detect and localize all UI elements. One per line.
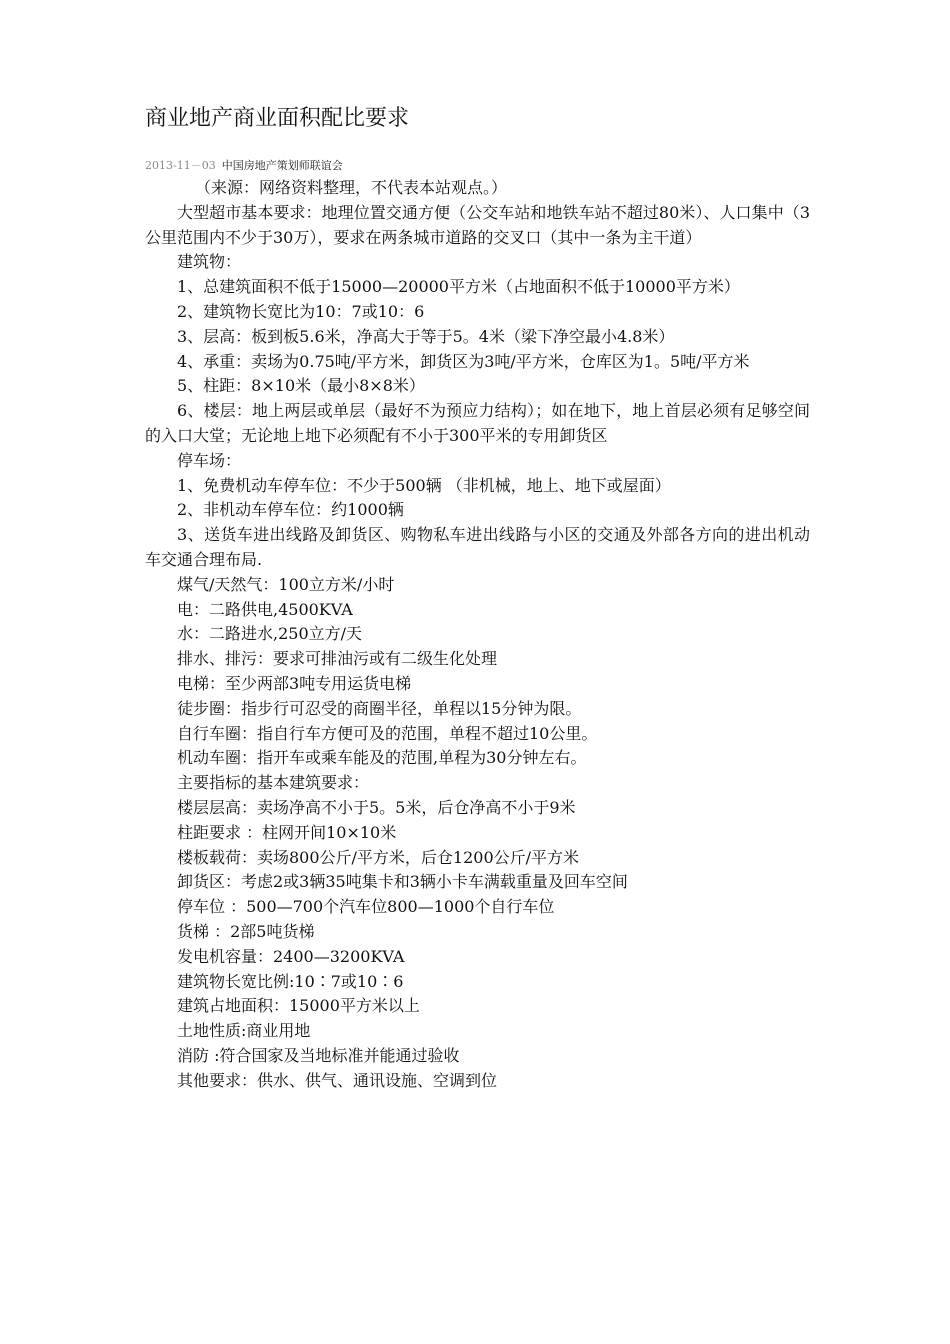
section-heading-parking: 停车场： bbox=[177, 450, 242, 470]
page-title: 商业地产商业面积配比要求 bbox=[145, 106, 410, 131]
spec-line: 电：二路供电,4500KVA bbox=[177, 599, 353, 619]
spec-line: 货梯 ：2部5吨货梯 bbox=[177, 921, 315, 941]
list-item: 4、承重：卖场为0.75吨/平方米，卸货区为3吨/平方米，仓库区为1。5吨/平方米 bbox=[177, 351, 750, 371]
list-item: 1、总建筑面积不低于15000—20000平方米（占地面积不低于10000平方米） bbox=[177, 277, 740, 297]
article-meta bbox=[145, 158, 343, 174]
paragraph-supermarket-requirements: 大型超市基本要求：地理位置交通方便（公交车站和地铁车站不超过80米）、人口集中（3公里范围内不少于30万），要求在两条城市道路的交叉口（其中一条为主干道） bbox=[145, 202, 810, 247]
list-item: 2、建筑物长宽比为10：7或10：6 bbox=[177, 301, 425, 321]
section-heading-building: 建筑物： bbox=[177, 252, 242, 272]
spec-line: 发电机容量：2400—3200KVA bbox=[177, 946, 405, 966]
spec-line: 消防 :符合国家及当地标准并能通过验收 bbox=[177, 1045, 460, 1065]
list-item: 3、层高：板到板5.6米，净高大于等于5。4米（梁下净空最小4.8米） bbox=[177, 326, 675, 346]
spec-line: 煤气/天然气：100立方米/小时 bbox=[177, 574, 395, 594]
spec-line: 电梯：至少两部3吨专用运货电梯 bbox=[177, 673, 412, 693]
publish-date: 2013-11－03 bbox=[145, 159, 216, 172]
spec-line: 排水、排污：要求可排油污或有二级生化处理 bbox=[177, 649, 498, 669]
spec-line: 其他要求：供水、供气、通讯设施、空调到位 bbox=[177, 1070, 498, 1090]
spec-line: 土地性质:商业用地 bbox=[177, 1021, 311, 1041]
spec-line: 水：二路进水,250立方/天 bbox=[177, 624, 363, 644]
spec-line: 楼板载荷：卖场800公斤/平方米，后仓1200公斤/平方米 bbox=[177, 847, 580, 867]
spec-line: 停车位 ：500—700个汽车位800—1000个自行车位 bbox=[177, 897, 555, 917]
list-item: 6、楼层：地上两层或单层（最好不为预应力结构）；如在地下，地上首层必须有足够空间的入口大堂；无论地上地下必须配有不小于300平米的专用卸货区 bbox=[145, 401, 810, 445]
spec-line: 徒步圈：指步行可忍受的商圈半径，单程以15分钟为限。 bbox=[177, 698, 582, 718]
spec-line: 建筑占地面积：15000平方米以上 bbox=[177, 996, 420, 1016]
source-note: （来源：网络资料整理，不代表本站观点。） bbox=[195, 178, 508, 197]
list-item: 1、免费机动车停车位：不少于500辆 （非机械，地上、地下或屋面） bbox=[177, 475, 671, 495]
publisher-name: 中国房地产策划师联谊会 bbox=[221, 159, 343, 172]
section-heading-main-indicators: 主要指标的基本建筑要求： bbox=[177, 773, 370, 793]
spec-line: 楼层层高：卖场净高不小于5。5米，后仓净高不小于9米 bbox=[177, 797, 576, 817]
spec-line: 柱距要求 ：柱网开间10×10米 bbox=[177, 822, 397, 842]
spec-line: 卸货区：考虑2或3辆35吨集卡和3辆小卡车满载重量及回车空间 bbox=[177, 872, 628, 892]
spec-line: 自行车圈：指自行车方便可及的范围，单程不超过10公里。 bbox=[177, 723, 598, 743]
spec-line: 建筑物长宽比例:10∶7或10∶6 bbox=[177, 971, 404, 991]
list-item: 2、非机动车停车位：约1000辆 bbox=[177, 500, 404, 520]
spec-line: 机动车圈：指开车或乘车能及的范围,单程为30分钟左右。 bbox=[177, 748, 587, 768]
list-item: 3、送货车进出线路及卸货区、购物私车进出线路与小区的交通及外部各方向的进出机动车交通合理布局. bbox=[145, 525, 810, 569]
article-body bbox=[145, 176, 810, 1093]
list-item: 5、柱距：8×10米（最小8×8米） bbox=[177, 376, 425, 396]
